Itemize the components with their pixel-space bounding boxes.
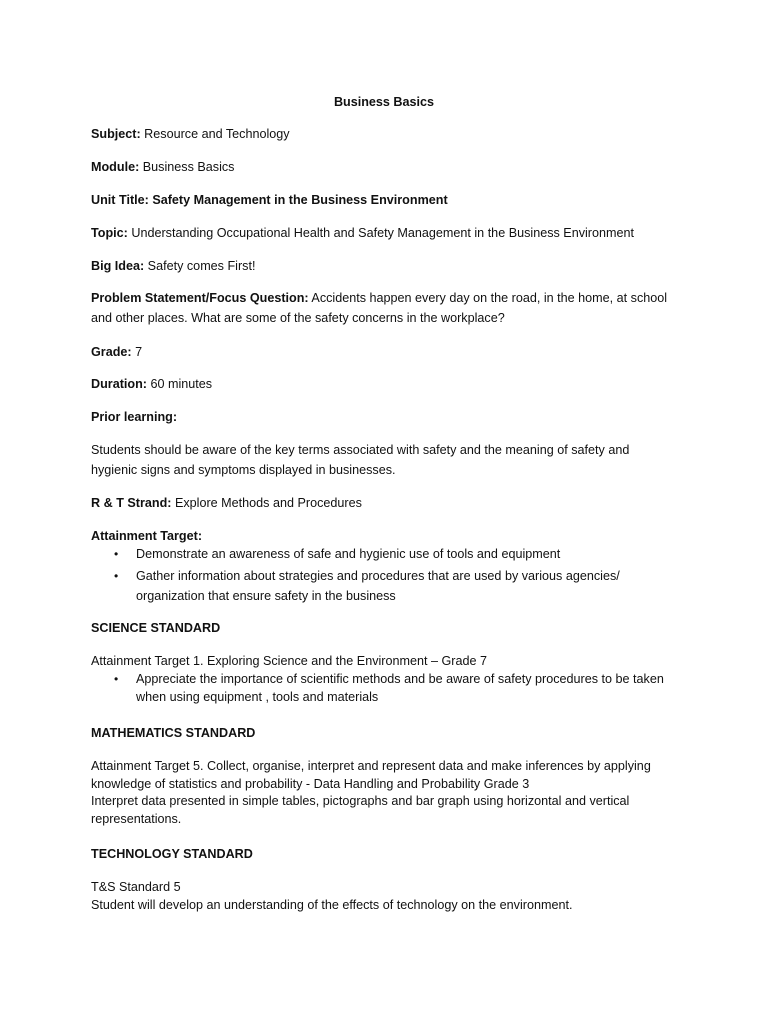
strand-line: R & T Strand: Explore Methods and Procedures	[91, 496, 362, 510]
duration-line: Duration: 60 minutes	[91, 377, 213, 391]
mathematics-target: Attainment Target 5. Collect, organise, interpret and represent data and make inferences by applying knowledge of statistics and probability - Data Handling and Probability Grade 3	[91, 759, 651, 791]
prior-learning-text: Students should be aware of the key terms associated with safety and the meaning of safety and hygienic signs and symptoms displayed in businesses.	[91, 443, 630, 477]
technology-description: Student will develop an understanding of the effects of technology on the environment.	[91, 898, 573, 912]
bullet-icon: •	[114, 569, 119, 583]
bullet-icon: •	[114, 547, 119, 561]
topic-line: Topic: Understanding Occupational Health and Safety Management in the Business Environment	[91, 226, 634, 240]
document-title: Business Basics	[333, 95, 435, 109]
module-line: Module: Business Basics	[91, 160, 235, 174]
science-standard-heading: SCIENCE STANDARD	[91, 621, 221, 635]
attainment-target-heading: Attainment Target:	[91, 529, 203, 543]
science-list	[91, 671, 691, 706]
big-idea-line: Big Idea: Safety comes First!	[91, 259, 256, 273]
unit-title-line: Unit Title: Safety Management in the Business Environment	[91, 193, 448, 207]
subject-line: Subject: Resource and Technology	[91, 127, 290, 141]
grade-line: Grade: 7	[91, 345, 143, 359]
list-item: • Gather information about strategies and procedures that are used by various agencies/ organization that ensure safety in the business	[91, 566, 681, 606]
bullet-icon: •	[114, 672, 119, 686]
science-target: Attainment Target 1. Exploring Science and the Environment – Grade 7	[91, 654, 488, 668]
technology-standard-name: T&S Standard 5	[91, 880, 181, 894]
problem-statement: Problem Statement/Focus Question: Accidents happen every day on the road, in the home, at school and other places. What are some of the safety concerns in the workplace?	[91, 291, 668, 325]
attainment-target-list	[91, 544, 681, 606]
mathematics-description: Interpret data presented in simple tables, pictographs and bar graph using horizontal and vertical representations.	[91, 794, 630, 826]
list-item: • Demonstrate an awareness of safe and hygienic use of tools and equipment	[91, 544, 681, 564]
list-item: • Appreciate the importance of scientific methods and be aware of safety procedures to be taken when using equipment , tools and materials	[114, 672, 664, 704]
mathematics-standard-heading: MATHEMATICS STANDARD	[91, 726, 256, 740]
technology-standard-heading: TECHNOLOGY STANDARD	[91, 847, 253, 861]
prior-learning-heading: Prior learning:	[91, 410, 178, 424]
